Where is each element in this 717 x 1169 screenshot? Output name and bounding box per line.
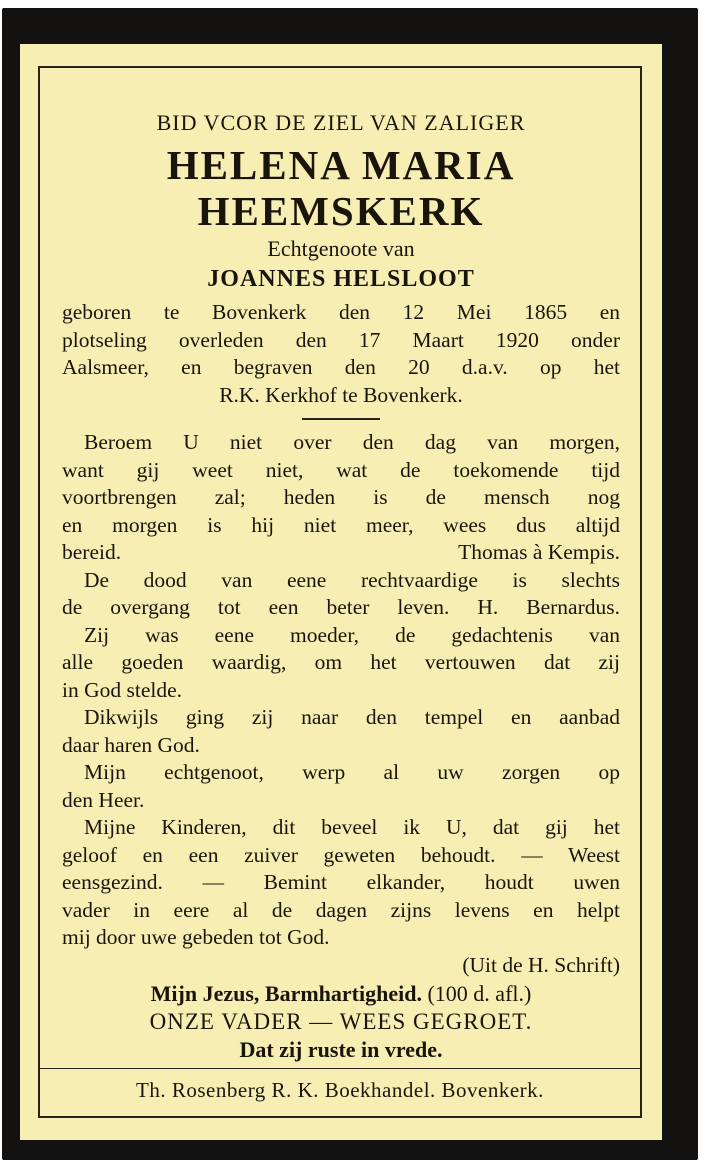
- text-line: Beroem U niet over den dag van morgen,: [84, 430, 620, 454]
- text-line: daar haren God.: [62, 732, 200, 757]
- text-fragment: bereid.: [62, 540, 122, 564]
- text-line: in God stelde.: [62, 677, 183, 702]
- quote-author: Thomas à Kempis.: [458, 540, 620, 564]
- text-line: Zij was eene moeder, de gedachtenis van: [84, 622, 620, 647]
- text-line: voortbrengen zal; heden is de mensch nog: [62, 485, 620, 509]
- text-line: Aalsmeer, en begraven den 20 d.a.v. op het: [62, 355, 620, 379]
- quote-mother: [62, 622, 620, 705]
- prayer-text: Mijn Jezus, Barmhartigheid.: [150, 981, 422, 1006]
- text-line: R.K. Kerkhof te Bovenkerk.: [219, 382, 463, 407]
- indulgence-note: (100 d. afl.): [427, 981, 532, 1006]
- card-heading: BID VCOR DE ZIEL VAN ZALIGER: [156, 110, 526, 135]
- text-line: en morgen is hij niet meer, wees dus altijd: [62, 512, 620, 537]
- spouse-name: JOANNES HELSLOOT: [207, 266, 475, 292]
- quote-husband: [62, 759, 620, 814]
- quote-bernardus: [62, 567, 620, 622]
- spouse-caption: Echtgenoote van: [267, 236, 415, 261]
- text-line: Mijn echtgenoot, werp al uw zorgen op: [84, 760, 620, 784]
- text-line: den Heer.: [62, 787, 145, 812]
- quote-kempis: [62, 429, 620, 567]
- text-line: geboren te Bovenkerk den 12 Mei 1865 en: [62, 300, 620, 324]
- quote-temple: [62, 704, 620, 759]
- text-line: plotseling overleden den 17 Maart 1920 onder: [62, 327, 620, 352]
- indulgence-prayer: [62, 981, 620, 1007]
- birth-death-paragraph: [62, 299, 620, 409]
- card-content: [62, 68, 620, 1063]
- footer-rule: [40, 1068, 640, 1069]
- text-line: De dood van eene rechtvaardige is slechts: [84, 567, 620, 592]
- deceased-name-line1: HELENA MARIA: [166, 142, 516, 188]
- text-line: want gij weet niet, wat de toekomende tijd: [62, 457, 620, 482]
- divider-rule: [302, 418, 380, 420]
- text-line: [62, 539, 620, 567]
- inner-frame: [38, 66, 642, 1118]
- prayers-line: ONZE VADER — WEES GEGROET.: [149, 1009, 533, 1034]
- text-line: Dikwijls ging zij naar den tempel en aanbad: [84, 705, 620, 729]
- deceased-name-line2: HEEMSKERK: [197, 188, 485, 234]
- scripture-source: (Uit de H. Schrift): [462, 952, 620, 977]
- memorial-card: [20, 44, 662, 1140]
- quote-children: [62, 814, 620, 979]
- text-line: Mijne Kinderen, dit beveel ik U, dat gij het: [84, 815, 620, 839]
- text-line: alle goeden waardig, om het vertouwen dat zij: [62, 650, 620, 674]
- printer-imprint: Th. Rosenberg R. K. Boekhandel. Bovenkerk.: [136, 1078, 544, 1102]
- text-line: mij door uwe gebeden tot God.: [62, 925, 330, 949]
- text-line: eensgezind. — Bemint elkander, houdt uwen: [62, 870, 620, 894]
- text-line: geloof en een zuiver geweten behoudt. — Weest: [62, 842, 620, 867]
- text-line: vader in eere al de dagen zijns levens en helpt: [62, 897, 620, 922]
- text-line: de overgang tot een beter leven. H. Bernardus.: [62, 595, 620, 619]
- rest-in-peace: Dat zij ruste in vrede.: [239, 1037, 443, 1062]
